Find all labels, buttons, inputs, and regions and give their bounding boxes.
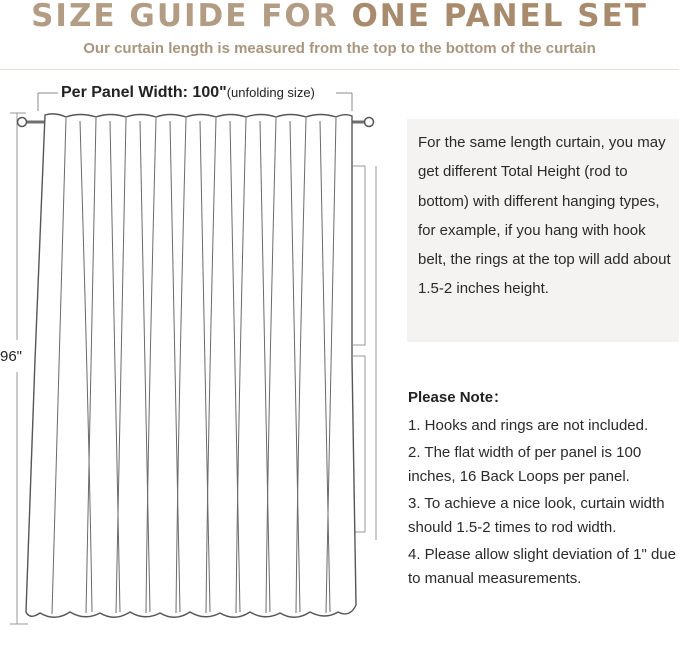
curtain-panel (26, 114, 356, 617)
notes-list (408, 414, 679, 594)
note-item-4: 4. Please allow slight deviation of 1" due to manual measurements. (408, 546, 676, 587)
note-item-2: 2. The flat width of per panel is 100 inches, 16 Back Loops per panel. (408, 444, 642, 485)
width-note: (unfolding size) (226, 85, 315, 100)
note-item-1: 1. Hooks and rings are not included. (408, 417, 649, 434)
notes-title: Please Note： (408, 389, 509, 406)
info-box (407, 119, 679, 342)
side-bracket (353, 166, 376, 540)
note-item-3: 3. To achieve a nice look, curtain width should 1.5-2 times to rod width. (408, 495, 665, 536)
width-value: Per Panel Width: 100" (61, 84, 227, 101)
page-subtitle: Our curtain length is measured from the top to the bottom of the curtain (83, 40, 596, 57)
height-label: 96" (0, 348, 23, 365)
title-part1: SIZE GUIDE FOR (31, 0, 339, 34)
height-dimension-line (10, 113, 28, 624)
info-text: For the same length curtain, you may get different Total Height (rod to bottom) with different hanging types, for example, if you hang with hook belt, the rings at the top will add about 1.5-2 inches height. (418, 134, 671, 298)
title-part2: ONE PANEL SET (351, 0, 648, 34)
width-label (61, 84, 315, 102)
